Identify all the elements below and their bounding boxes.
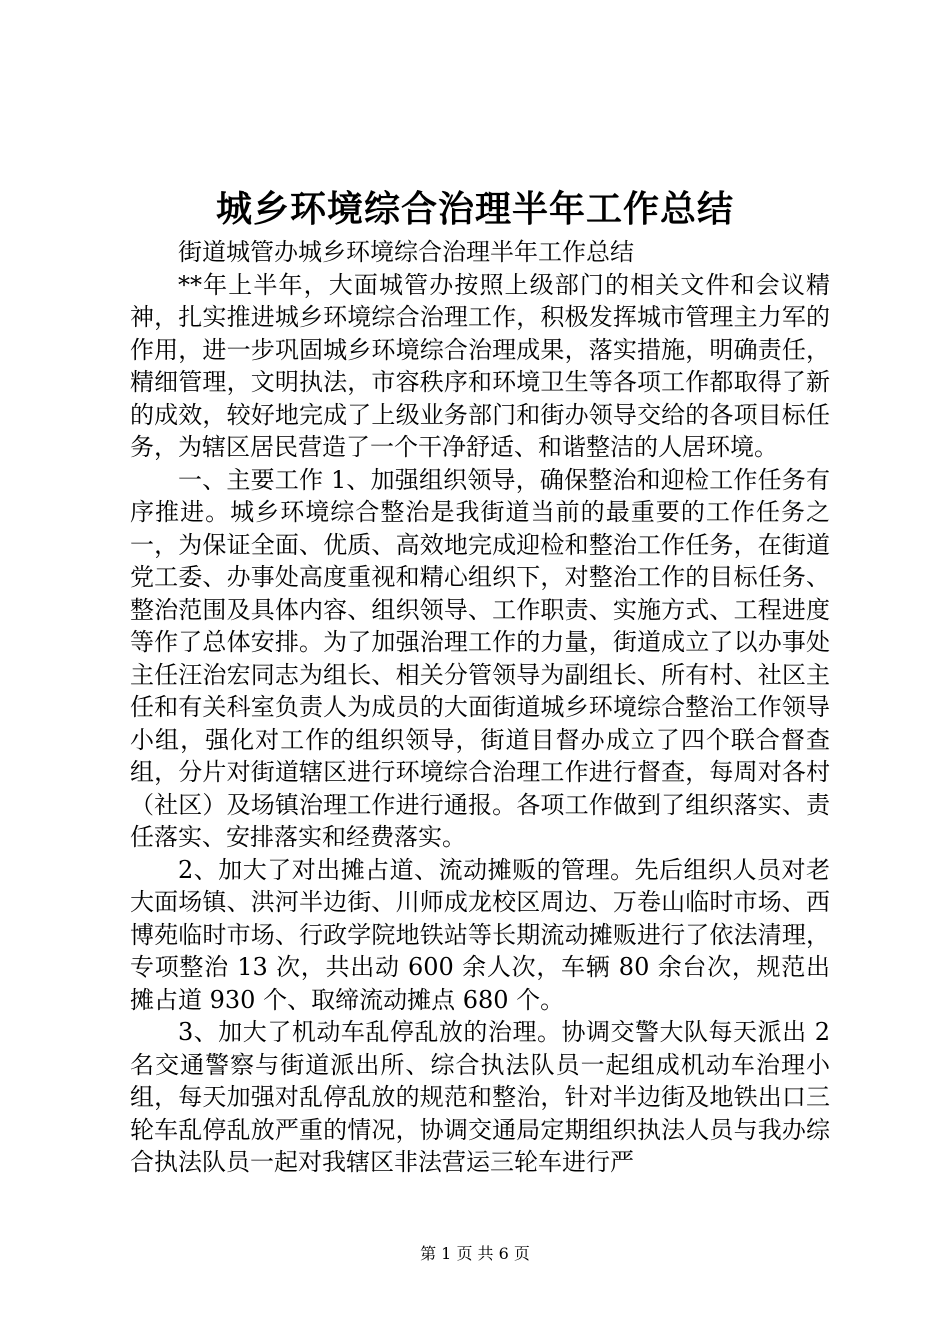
document-title: 城乡环境综合治理半年工作总结: [215, 188, 734, 230]
paragraph-section-2: 2、加大了对出摊占道、流动摊贩的管理。先后组织人员对老大面场镇、洪河半边街、川师成龙校区周边、万卷山临时市场、西博苑临时市场、行政学院地铁站等长期流动摊贩进行了依法清理，专项整治 13 次，共出动 600 余人次，车辆 80 余台次，规范出摊占道 930 个、取缔流动摊点 680 个。: [130, 855, 830, 1014]
page-number-footer: 第 1 页 共 6 页: [420, 1244, 530, 1263]
paragraph-intro: **年上半年，大面城管办按照上级部门的相关文件和会议精神，扎实推进城乡环境综合治理工作，积极发挥城市管理主力军的作用，进一步巩固城乡环境综合治理成果，落实措施，明确责任，精细管理，文明执法，市容秩序和环境卫生等各项工作都取得了新的成效，较好地完成了上级业务部门和街办领导交给的各项目标任务，为辖区居民营造了一个干净舒适、和谐整洁的人居环境。: [130, 270, 830, 461]
paragraph-section-3: 3、加大了机动车乱停乱放的治理。协调交警大队每天派出 2 名交通警察与街道派出所、综合执法队员一起组成机动车治理小组，每天加强对乱停乱放的规范和整治，针对半边街及地铁出口三轮车乱停乱放严重的情况，协调交通局定期组织执法人员与我办综合执法队员一起对我辖区非法营运三轮车进行严: [130, 1018, 830, 1176]
document-body: [130, 236, 830, 1179]
paragraph-subtitle: 街道城管办城乡环境综合治理半年工作总结: [178, 238, 634, 266]
paragraph-section-1: 一、主要工作 1、加强组织领导，确保整治和迎检工作任务有序推进。城乡环境综合整治是我街道当前的最重要的工作任务之一，为保证全面、优质、高效地完成迎检和整治工作任务，在街道党工委、办事处高度重视和精心组织下，对整治工作的目标任务、整治范围及具体内容、组织领导、工作职责、实施方式、工程进度等作了总体安排。为了加强治理工作的力量，街道成立了以办事处主任汪治宏同志为组长、相关分管领导为副组长、所有村、社区主任和有关科室负责人为成员的大面街道城乡环境综合整治工作领导小组，强化对工作的组织领导，街道目督办成立了四个联合督查组，分片对街道辖区进行环境综合治理工作进行督查，每周对各村（社区）及场镇治理工作进行通报。各项工作做到了组织落实、责任落实、安排落实和经费落实。: [130, 465, 830, 851]
